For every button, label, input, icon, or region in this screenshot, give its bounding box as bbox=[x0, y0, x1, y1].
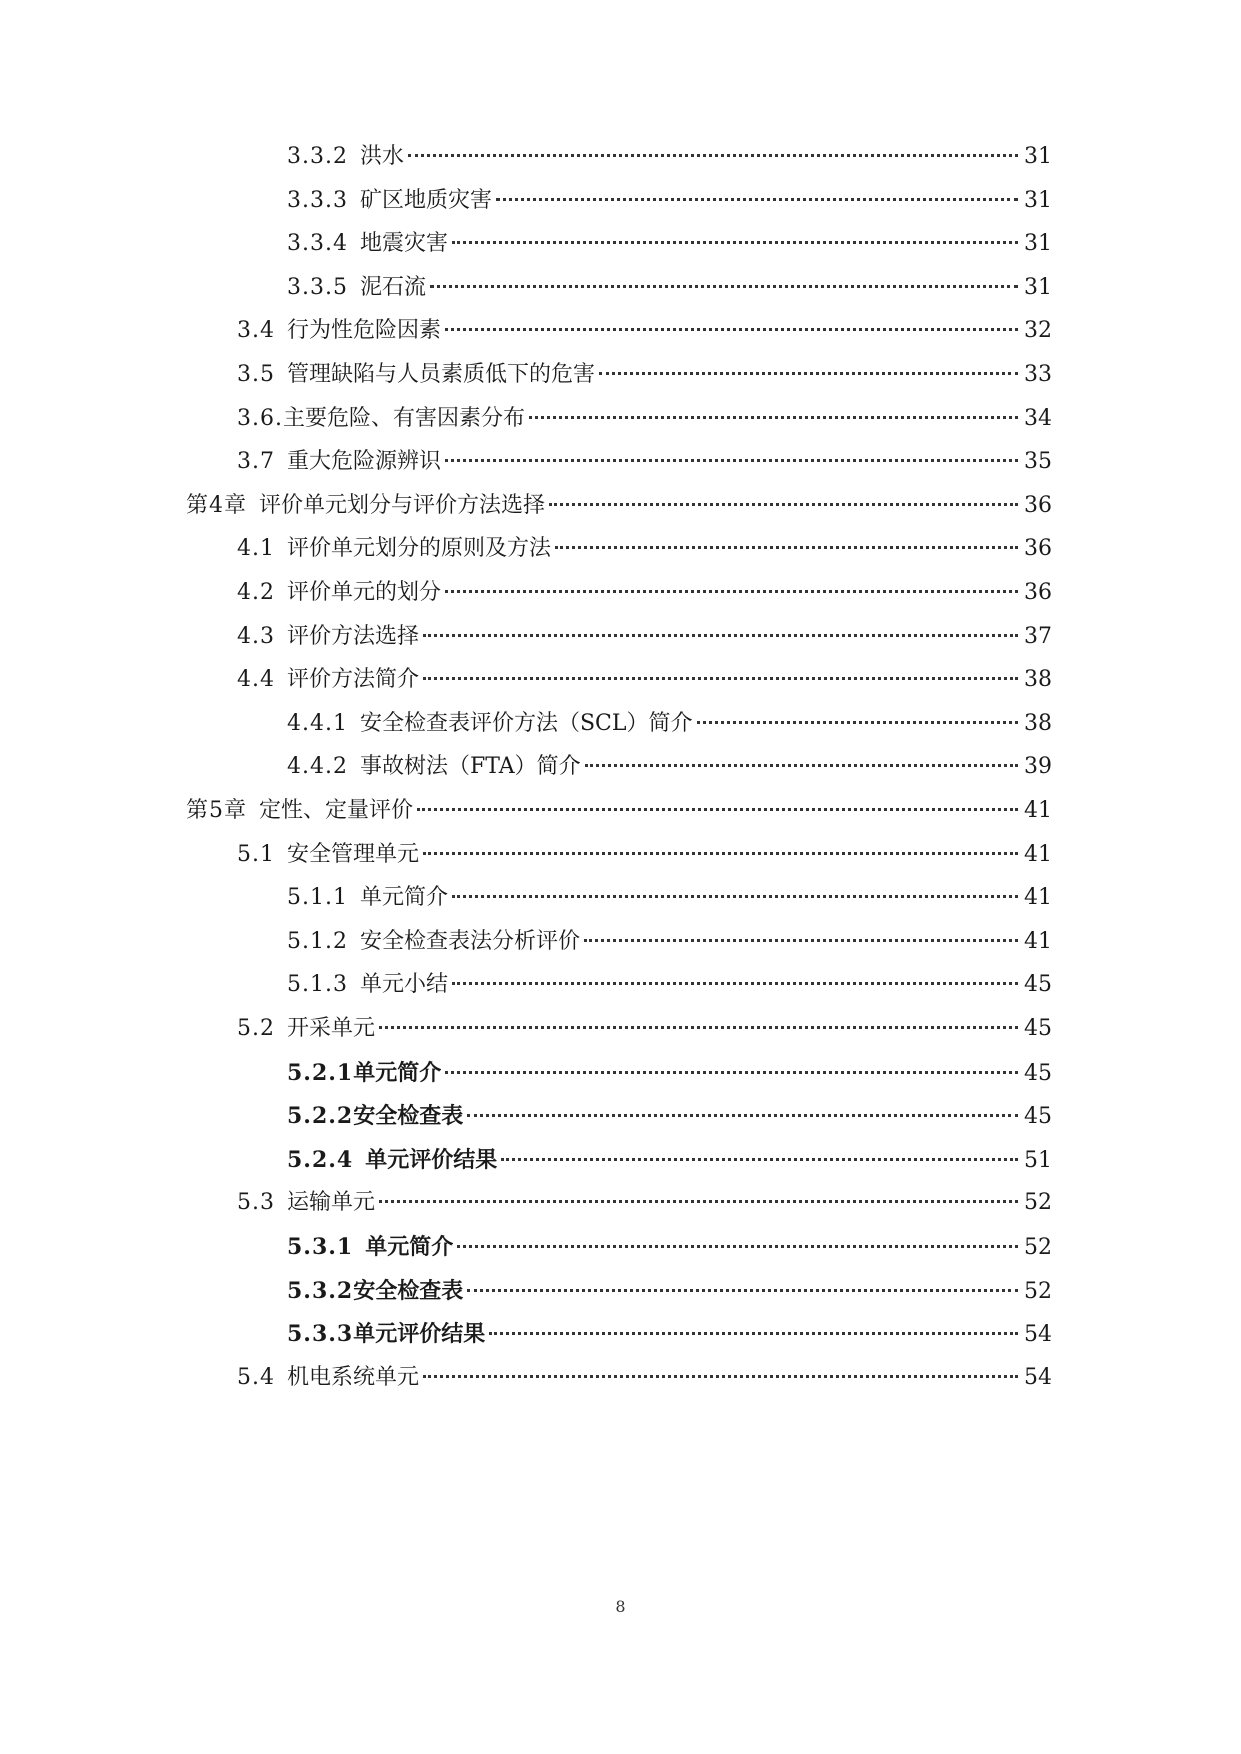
toc-entry[interactable] bbox=[287, 1140, 1052, 1180]
toc-entry-number: 3.4 bbox=[237, 318, 275, 343]
toc-dot-leader bbox=[445, 1071, 1018, 1074]
toc-entry-page: 45 bbox=[1024, 972, 1052, 997]
toc-entry-title: 评价单元的划分 bbox=[287, 580, 442, 605]
toc-entry[interactable] bbox=[287, 137, 1052, 177]
toc-entry-title: 地震灾害 bbox=[359, 231, 448, 256]
toc-entry[interactable] bbox=[237, 442, 1052, 482]
toc-dot-leader bbox=[489, 1332, 1018, 1335]
toc-entry-page: 39 bbox=[1024, 754, 1052, 779]
toc-entry-page: 41 bbox=[1024, 929, 1052, 954]
toc-entry[interactable] bbox=[237, 399, 1052, 439]
toc-entry[interactable] bbox=[287, 181, 1052, 221]
toc-entry-title: 评价方法简介 bbox=[287, 667, 420, 692]
toc-dot-leader bbox=[423, 852, 1018, 855]
toc-entry-number: 5.2.1 bbox=[287, 1060, 354, 1086]
toc-dot-leader bbox=[445, 459, 1018, 462]
toc-entry-title: 事故树法（FTA）简介 bbox=[359, 754, 581, 779]
toc-entry[interactable] bbox=[287, 1227, 1052, 1267]
toc-entry-number: 3.6. bbox=[237, 406, 283, 431]
toc-entry[interactable] bbox=[237, 835, 1052, 875]
toc-entry-number: 3.3.5 bbox=[287, 275, 348, 300]
toc-dot-leader bbox=[445, 328, 1018, 331]
toc-dot-leader bbox=[585, 764, 1018, 767]
toc-dot-leader bbox=[555, 546, 1018, 549]
toc-dot-leader bbox=[599, 372, 1018, 375]
toc-entry[interactable] bbox=[287, 224, 1052, 264]
toc-dot-leader bbox=[452, 982, 1018, 985]
toc-entry-number: 5.2.4 bbox=[287, 1147, 354, 1173]
toc-entry-page: 45 bbox=[1024, 1016, 1052, 1041]
toc-entry-page: 51 bbox=[1024, 1148, 1052, 1173]
toc-entry[interactable] bbox=[237, 529, 1052, 569]
toc-entry-title: 单元简介 bbox=[359, 885, 448, 910]
toc-entry-title: 单元简介 bbox=[365, 1234, 454, 1260]
toc-dot-leader bbox=[467, 1289, 1018, 1292]
toc-entry-page: 41 bbox=[1024, 885, 1052, 910]
toc-entry-title: 评价单元划分与评价方法选择 bbox=[259, 493, 546, 518]
toc-entry-page: 36 bbox=[1024, 493, 1052, 518]
toc-entry-page: 52 bbox=[1024, 1279, 1052, 1304]
toc-entry-title: 开采单元 bbox=[287, 1016, 376, 1041]
toc-entry[interactable] bbox=[287, 747, 1052, 787]
toc-dot-leader bbox=[452, 241, 1018, 244]
toc-entry-page: 32 bbox=[1024, 318, 1052, 343]
toc-entry-title: 安全检查表 bbox=[353, 1278, 464, 1304]
toc-entry-page: 38 bbox=[1024, 667, 1052, 692]
toc-dot-leader bbox=[584, 939, 1018, 942]
toc-entry[interactable] bbox=[237, 617, 1052, 657]
toc-entry-page: 54 bbox=[1024, 1322, 1052, 1347]
toc-entry-page: 31 bbox=[1024, 231, 1052, 256]
toc-entry[interactable] bbox=[287, 878, 1052, 918]
toc-entry-title: 安全管理单元 bbox=[287, 842, 420, 867]
toc-entry-page: 36 bbox=[1024, 580, 1052, 605]
toc-entry-number: 5.3.1 bbox=[287, 1234, 354, 1260]
toc-entry[interactable] bbox=[186, 791, 1052, 831]
toc-entry-page: 45 bbox=[1024, 1061, 1052, 1086]
toc-entry-number: 3.3.3 bbox=[287, 188, 348, 213]
toc-entry[interactable] bbox=[287, 1096, 1052, 1136]
toc-dot-leader bbox=[445, 590, 1018, 593]
toc-entry-number: 5.1.1 bbox=[287, 885, 348, 910]
toc-entry[interactable] bbox=[287, 965, 1052, 1005]
toc-entry[interactable] bbox=[237, 355, 1052, 395]
toc-entry[interactable] bbox=[237, 311, 1052, 351]
toc-dot-leader bbox=[457, 1245, 1018, 1248]
toc-entry-title: 单元评价结果 bbox=[353, 1321, 486, 1347]
toc-entry-number: 3.5 bbox=[237, 362, 275, 387]
toc-dot-leader bbox=[501, 1158, 1018, 1161]
footer-page-number: 8 bbox=[615, 1597, 626, 1616]
toc-entry-title: 泥石流 bbox=[359, 275, 426, 300]
toc-dot-leader bbox=[423, 1375, 1018, 1378]
toc-entry-title: 管理缺陷与人员素质低下的危害 bbox=[287, 362, 596, 387]
toc-dot-leader bbox=[697, 721, 1019, 724]
toc-dot-leader bbox=[423, 677, 1018, 680]
toc-entry-page: 37 bbox=[1024, 624, 1052, 649]
toc-entry-number: 5.2.2 bbox=[287, 1103, 354, 1129]
toc-entry-number: 5.3.3 bbox=[287, 1321, 354, 1347]
toc-entry[interactable] bbox=[287, 1314, 1052, 1354]
toc-entry-number: 4.4.2 bbox=[287, 754, 348, 779]
toc-entry-page: 31 bbox=[1024, 188, 1052, 213]
toc-entry[interactable] bbox=[237, 573, 1052, 613]
toc-dot-leader bbox=[529, 416, 1018, 419]
toc-entry-page: 45 bbox=[1024, 1104, 1052, 1129]
toc-entry-title: 机电系统单元 bbox=[287, 1365, 420, 1390]
toc-entry-number: 4.4 bbox=[237, 667, 275, 692]
toc-dot-leader bbox=[467, 1114, 1018, 1117]
toc-dot-leader bbox=[496, 198, 1018, 201]
toc-entry-page: 33 bbox=[1024, 362, 1052, 387]
toc-entry-title: 运输单元 bbox=[287, 1190, 376, 1215]
toc-entry-number: 4.2 bbox=[237, 580, 275, 605]
toc-entry-number: 5.1 bbox=[237, 842, 275, 867]
toc-dot-leader bbox=[379, 1200, 1018, 1203]
toc-entry-page: 38 bbox=[1024, 711, 1052, 736]
toc-entry-number: 第5章 bbox=[186, 798, 247, 823]
toc-dot-leader bbox=[452, 895, 1018, 898]
toc-entry-title: 重大危险源辨识 bbox=[287, 449, 442, 474]
toc-entry-title: 矿区地质灾害 bbox=[359, 188, 492, 213]
toc-entry-number: 4.4.1 bbox=[287, 711, 348, 736]
toc-entry-number: 5.2 bbox=[237, 1016, 275, 1041]
toc-entry-title: 安全检查表法分析评价 bbox=[359, 929, 580, 954]
toc-entry-page: 52 bbox=[1024, 1190, 1052, 1215]
toc-entry[interactable] bbox=[287, 268, 1052, 308]
toc-entry-number: 5.1.2 bbox=[287, 929, 348, 954]
toc-entry-number: 5.3 bbox=[237, 1190, 275, 1215]
toc-entry-number: 5.4 bbox=[237, 1365, 275, 1390]
toc-entry-page: 41 bbox=[1024, 798, 1052, 823]
toc-dot-leader bbox=[549, 503, 1018, 506]
toc-entry-title: 评价方法选择 bbox=[287, 624, 420, 649]
toc-entry-title: 单元简介 bbox=[353, 1060, 442, 1086]
toc-entry-title: 安全检查表 bbox=[353, 1103, 464, 1129]
toc-entry[interactable] bbox=[186, 486, 1052, 526]
toc-entry-title: 定性、定量评价 bbox=[259, 798, 414, 823]
toc-entry-page: 54 bbox=[1024, 1365, 1052, 1390]
toc-entry-title: 评价单元划分的原则及方法 bbox=[287, 536, 552, 561]
toc-entry[interactable] bbox=[287, 922, 1052, 962]
toc-entry-number: 3.3.4 bbox=[287, 231, 348, 256]
toc-entry-number: 4.3 bbox=[237, 624, 275, 649]
toc-entry-title: 单元评价结果 bbox=[365, 1147, 498, 1173]
toc-entry[interactable] bbox=[287, 704, 1052, 744]
toc-dot-leader bbox=[423, 634, 1018, 637]
toc-entry-page: 31 bbox=[1024, 144, 1052, 169]
toc-entry-number: 4.1 bbox=[237, 536, 275, 561]
toc-entry[interactable] bbox=[237, 1009, 1052, 1049]
toc-entry[interactable] bbox=[237, 1183, 1052, 1223]
toc-entry-title: 洪水 bbox=[359, 144, 404, 169]
toc-dot-leader bbox=[430, 285, 1018, 288]
toc-entry-page: 52 bbox=[1024, 1235, 1052, 1260]
toc-dot-leader bbox=[379, 1026, 1018, 1029]
toc-entry-number: 3.3.2 bbox=[287, 144, 348, 169]
toc-entry-page: 31 bbox=[1024, 275, 1052, 300]
toc-entry[interactable] bbox=[237, 1358, 1052, 1398]
toc-entry-number: 5.1.3 bbox=[287, 972, 348, 997]
toc-entry-title: 安全检查表评价方法（SCL）简介 bbox=[359, 711, 693, 736]
toc-entry-number: 5.3.2 bbox=[287, 1278, 354, 1304]
toc-entry-title: 主要危险、有害因素分布 bbox=[282, 406, 525, 431]
toc-dot-leader bbox=[408, 154, 1018, 157]
toc-entry-number: 第4章 bbox=[186, 493, 247, 518]
toc-entry[interactable] bbox=[287, 1053, 1052, 1093]
toc-entry[interactable] bbox=[237, 660, 1052, 700]
toc-entry-page: 36 bbox=[1024, 536, 1052, 561]
toc-entry-title: 单元小结 bbox=[359, 972, 448, 997]
toc-entry-page: 41 bbox=[1024, 842, 1052, 867]
toc-entry-page: 34 bbox=[1024, 406, 1052, 431]
toc-entry[interactable] bbox=[287, 1271, 1052, 1311]
toc-entry-title: 行为性危险因素 bbox=[287, 318, 442, 343]
toc-entry-number: 3.7 bbox=[237, 449, 275, 474]
toc-entry-page: 35 bbox=[1024, 449, 1052, 474]
toc-dot-leader bbox=[417, 808, 1018, 811]
